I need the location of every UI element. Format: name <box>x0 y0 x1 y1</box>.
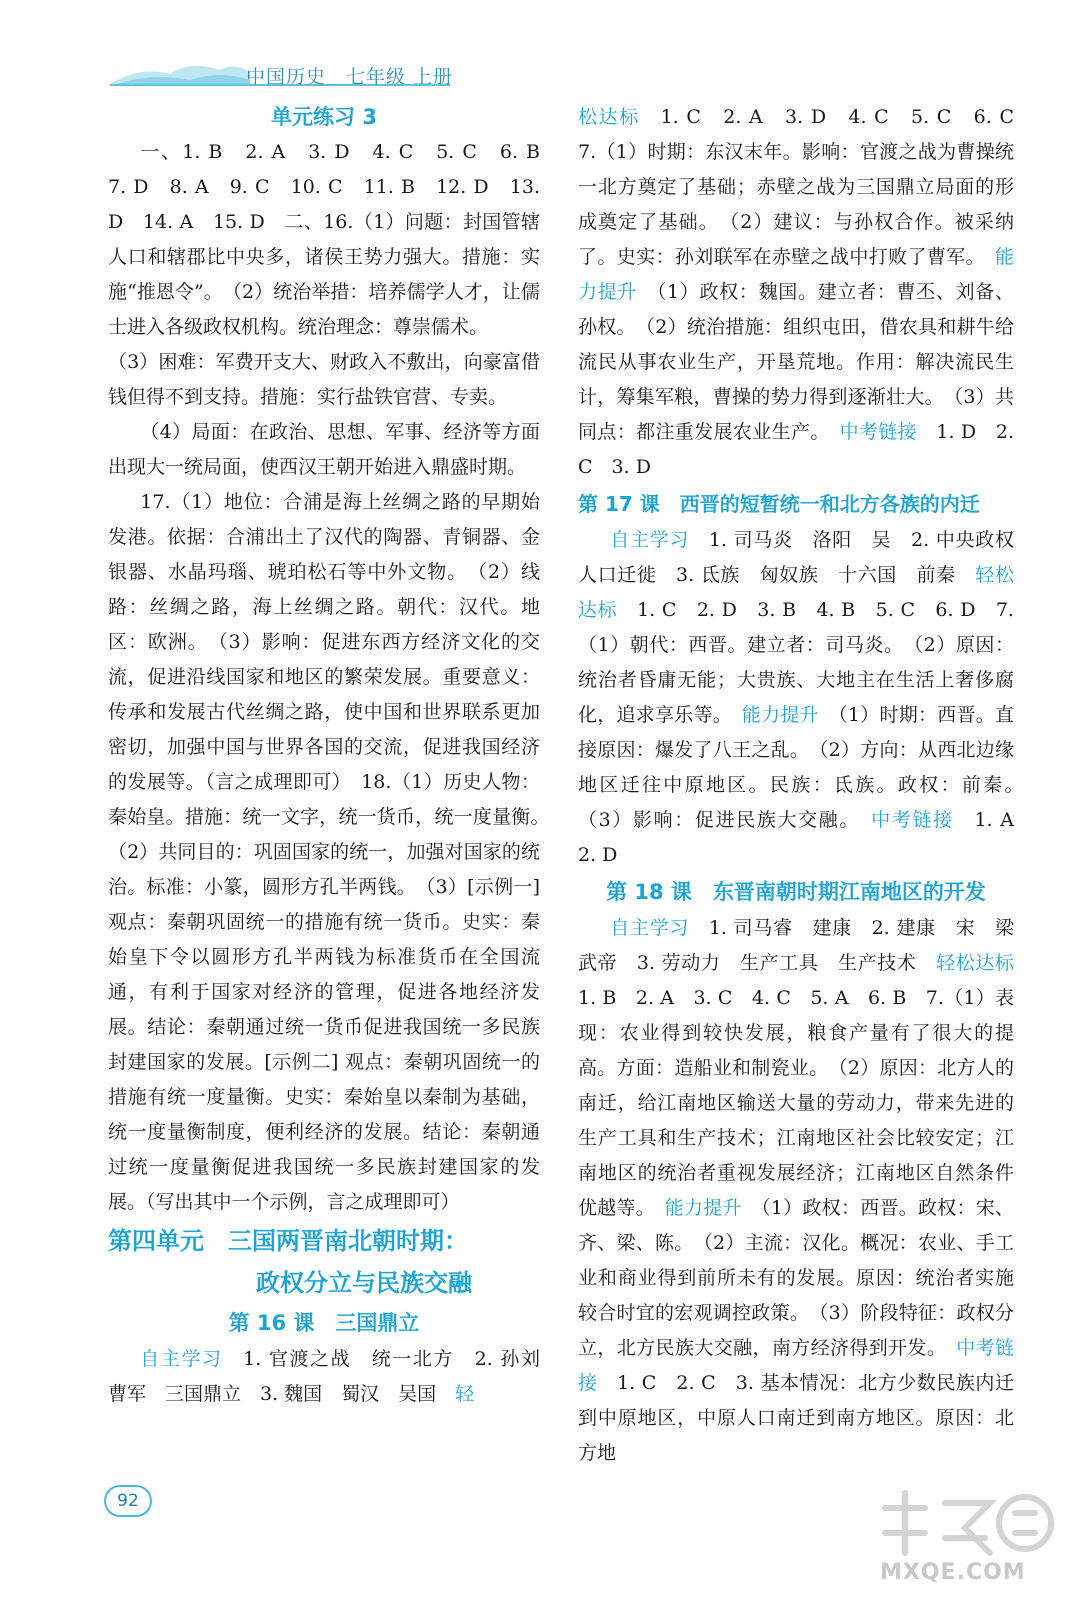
right-column <box>578 100 1034 1471</box>
answer-paragraph: （3）困难：军费开支大、财政入不敷出，向豪富借钱但得不到支持。措施：实行盐铁官营、专卖。 <box>108 351 540 408</box>
unit-subtitle: 政权分立与民族交融 <box>256 1269 472 1297</box>
label-exam-link: 中考链接 <box>839 421 918 443</box>
answer-paragraph: （4）局面：在政治、思想、军事、经济等方面出现大一统局面，使西汉王朝开始进入鼎盛时期。 <box>108 421 540 478</box>
label-exam-link: 中考链接 <box>871 809 954 831</box>
watermark-text: MXQE.COM <box>880 1560 1026 1585</box>
page-number: 92 <box>104 1485 152 1517</box>
answer-paragraph: 自主学习 1. 司马睿 建康 2. 建康 宋 梁武帝 3. 劳动力 生产工具 生产技术 轻松达标 1. B 2. A 3. C 4. C 5. A 6. B 7.（1）表现：农业得到较快发展，粮食产量有了很大的提高。方面：造船业和制瓷业。 （2）原因：北方人的南迁，给江南地区输送大量的劳动力，带来先进的生产工具和生产技术；江南地区社会比较安定；江南地区的统治者重视发展经济；江南地区自然条件优越等。 能力提升 （1）政权：西晋。政权：宋、齐、梁、陈。 （2）主流：汉化。概况：农业、手工业和商业得到前所未有的发展。原因：统治者实施较合时宜的宏观调控政策。 （3）阶段特征：政权分立，北方民族大交融，南方经济得到开发。 中考链接 1. C 2. C 3. 基本情况：北方少数民族内迁到中原地区，中原人口南迁到南方地区。原因：北方地 <box>578 917 1014 1464</box>
unit-title: 第四单元 三国两晋南北朝时期： <box>108 1227 468 1255</box>
section-title-unit-practice-3: 单元练习 3 <box>271 105 377 129</box>
label-easy-target-part: 松达标 <box>955 952 1014 974</box>
answer-paragraph: 17.（1）地位：合浦是海上丝绸之路的早期始发港。依据：合浦出土了汉代的陶器、青铜器、金银器、水晶玛瑙、琥珀松石等中外文物。 （2）线路：丝绸之路，海上丝绸之路。朝代：汉代。地区：欧洲。 （3）影响：促进东西方经济文化的交流，促进沿线国家和地区的繁荣发展。重要意义：传承和发展古代丝绸之路，使中国和世界联系更加密切，加强中国与世界各国的交流，促进我国经济的发展等。（言之成理即可） 18.（1）历史人物：秦始皇。措施：统一文字，统一货币，统一度量衡。 （2）共同目的：巩固国家的统一，加强对国家的统治。标准：小篆，圆形方孔半两钱。 （3）[示例一] 观点：秦朝巩固统一的措施有统一货币。史实：秦始皇下令以圆形方孔半两钱为标准货币在全国流通，有利于国家对经济的管理，促进各地经济发展。结论：秦朝通过统一货币促进我国统一多民族封建国家的发展。[示例二] 观点：秦朝巩固统一的措施有统一度量衡。史实：秦始皇以秦制为基础，统一度量衡制度，便利经济的发展。结论：秦朝通过统一度量衡促进我国统一多民族封建国家的发展。（写出其中一个示例，言之成理即可） <box>108 491 560 1213</box>
left-column <box>108 100 560 1412</box>
lesson-17-title: 第 17 课 西晋的短暂统一和北方各族的内迁 <box>578 492 980 516</box>
label-ability: 能力提升 <box>741 704 819 726</box>
answer-paragraph: 一、1. B 2. A 3. D 4. C 5. C 6. B 7. D 8. A 9. C 10. C 11. B 12. D 13. D 14. A 15. D 二、16.（1）问题：封国管辖人口和辖郡比中央多，诸侯王势力强大。措施：实施“推恩令”。 （2）统治举措：培养儒学人才，让儒士进入各级政权机构。统治理念：尊崇儒术。 <box>108 141 560 338</box>
label-exam-link: 中考链接 <box>578 1337 1014 1394</box>
label-self-study: 自主学习 <box>140 1348 223 1370</box>
lesson-18-title: 第 18 课 东晋南朝时期江南地区的开发 <box>606 880 986 904</box>
answer-paragraph: 自主学习 1. 官渡之战 统一北方 2. 孙刘 曹军 三国鼎立 3. 魏国 蜀汉 吴国 轻 <box>108 1348 559 1405</box>
header-title: 中国历史 七年级 上册 <box>246 66 454 88</box>
answer-paragraph: 松达标 1. C 2. A 3. D 4. C 5. C 6. C 7.（1）时期：东汉末年。影响：官渡之战为曹操统一北方奠定了基础；赤壁之战为三国鼎立局面的形成奠定了基础。 （2）建议：与孙权合作。被采纳了。史实：孙刘联军在赤壁之战中打败了曹军。 能力提升 （1）政权：魏国。建立者：曹丕、刘备、孙权。 （2）统治措施：组织屯田，借农具和耕牛给流民从事农业生产，开垦荒地。作用：解决流民生计，筹集军粮，曹操的势力得到逐渐壮大。 （3）共同点：都注重发展农业生产。 中考链接 1. D 2. C 3. D <box>578 106 1033 478</box>
label-ability: 能力提升 <box>664 1197 742 1219</box>
label-easy-target-part: 松达标 <box>578 106 640 128</box>
label-self-study: 自主学习 <box>610 529 690 551</box>
lesson-16-title: 第 16 课 三国鼎立 <box>228 1311 420 1335</box>
label-ability: 能力提升 <box>578 246 1014 303</box>
label-easy-target: 轻松达标 <box>578 564 1014 621</box>
label-easy-target-part: 轻 <box>936 952 956 974</box>
label-self-study: 自主学习 <box>610 917 690 939</box>
answer-paragraph: 自主学习 1. 司马炎 洛阳 吴 2. 中央政权 人口迁徙 3. 氐族 匈奴族 十六国 前秦 轻松达标 1. C 2. D 3. B 4. B 5. C 6. D 7.（1）朝代：西晋。建立者：司马炎。 （2）原因：统治者昏庸无能；大贵族、大地主在生活上奢侈腐化，追求享乐等。 能力提升 （1）时期：西晋。直接原因：爆发了八王之乱。 （2）方向：从西北边缘地区迁往中原地区。民族：氐族。政权：前秦。 （3）影响：促进民族大交融。 中考链接 1. A 2. D <box>578 529 1034 866</box>
label-easy-target-part: 轻 <box>455 1383 475 1405</box>
